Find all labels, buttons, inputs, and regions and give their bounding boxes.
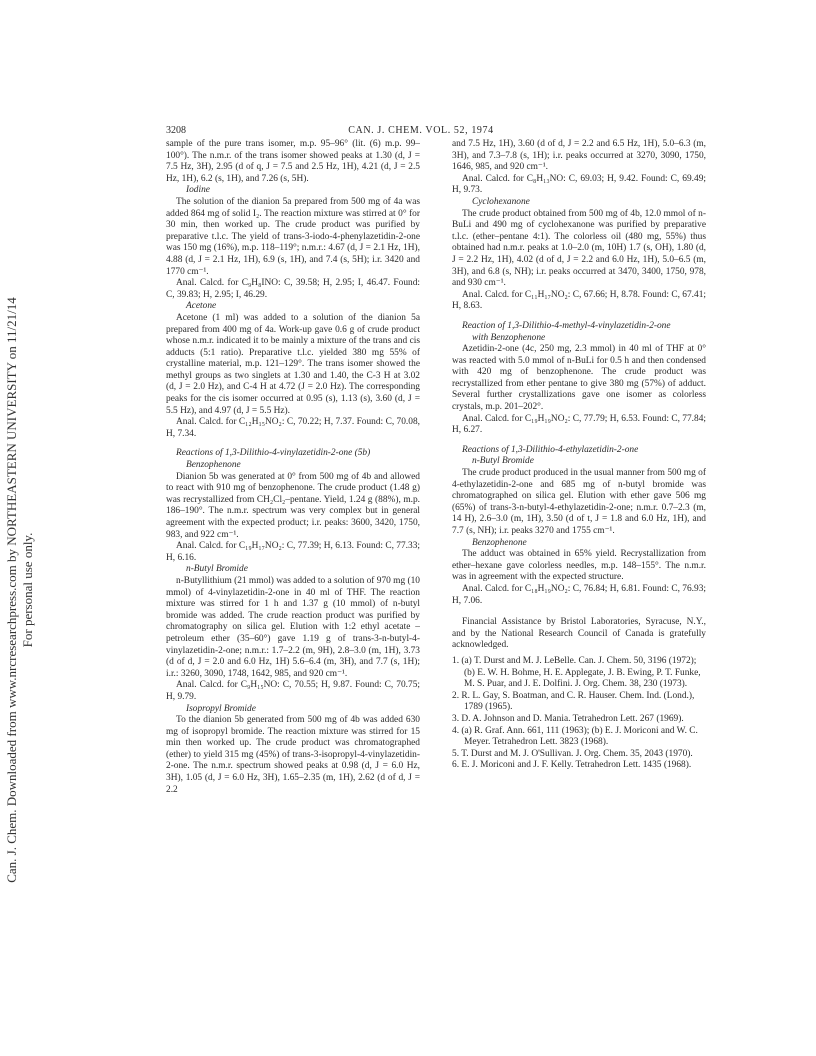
- acknowledgement: Financial Assistance by Bristol Laboratories, Syracuse, N.Y., and by the National Research Council of Canada is gratefully acknowledged.: [452, 617, 706, 651]
- subsection-heading: n-Butyl Bromide: [472, 456, 534, 467]
- paragraph: To the dianion 5b generated from 500 mg of 4b was added 630 mg of isopropyl bromide. The reaction mixture was stirred for 15 min then worked up. The crude product was chromatographed (ether) to yield 315 mg (45%) of trans-3-isopropyl-4-vinylazetidin-2-one. The n.m.r. spectrum showed peaks at 0.98 (d, J = 6.0 Hz, 3H), 1.05 (d, J = 6.0 Hz, 3H), 1.65–2.35 (m, 1H), 2.62 (d of d, J = 2.2: [166, 715, 420, 795]
- reference-item: 4. (a) R. Graf. Ann. 661, 111 (1963); (b) E. J. Moriconi and W. C. Meyer. Tetrahedron Lett. 3823 (1968).: [452, 725, 698, 748]
- reference-item: 2. R. L. Gay, S. Boatman, and C. R. Hauser. Chem. Ind. (Lond.), 1789 (1965).: [452, 690, 695, 713]
- section-heading: Reactions of 1,3-Dilithio-4-vinylazetidin-2-one (5b): [176, 448, 371, 459]
- paragraph: sample of the pure trans isomer, m.p. 95–96° (lit. (6) m.p. 99–100°). The n.m.r. of the trans isomer showed peaks at 1.30 (d, J = 7.5 Hz, 3H), 2.95 (d of q, J = 7.5 and 2.5 Hz, 1H), 4.21 (d, J = 2.5 Hz, 1H), 6.2 (s, 1H), and 7.26 (s, 5H).: [166, 139, 420, 184]
- subsection-heading: Benzophenone: [472, 537, 527, 548]
- paragraph: Acetone (1 ml) was added to a solution of the dianion 5a prepared from 400 mg of 4a. Work-up gave 0.6 g of crude product whose n.m.r. indicated it to be mainly a mixture of the trans and cis adducts (5:1 ratio). Preparative t.l.c. yielded 380 mg 55% of crystalline material, m.p. 121–129°. The trans isomer showed the methyl groups as two singlets at 1.30 and 1.40, the C-3 H at 3.02 (d, J = 2.0 Hz), and C-4 H at 4.72 (J = 2.0 Hz). The corresponding peaks for the cis isomer occurred at 0.95 (s), 1.13 (s), 3.60 (d, J = 5.5 Hz), and 4.97 (d, J = 5.5 Hz).: [166, 312, 420, 416]
- subsection-heading: Acetone: [186, 301, 217, 312]
- paragraph: Dianion 5b was generated at 0° from 500 mg of 4b and allowed to react with 910 mg of benzophenone. The crude product (1.48 g) was recrystallized from CH₂Cl₂–pentane. Yield, 1.24 g (88%), m.p. 186–190°. The n.m.r. spectrum was very complex but in general agreement with the expected product; i.r. peaks: 3600, 3420, 1750, 983, and 922 cm⁻¹.: [166, 471, 420, 540]
- subsection-heading: Isopropyl Bromide: [186, 703, 256, 714]
- section-heading-continued: with Benzophenone: [472, 332, 546, 343]
- page-number: 3208: [166, 125, 186, 136]
- paragraph: The solution of the dianion 5a prepared from 500 mg of 4a was added 864 mg of solid I₂. The reaction mixture was stirred at 0° for 30 min, then worked up. The crude product was purified by preparative t.l.c. The yield of trans-3-iodo-4-phenylazetidin-2-one was 150 mg (16%), m.p. 118–119°; n.m.r.: 4.67 (d, J = 2.1 Hz, 1H), 4.88 (d, J = 2.1 Hz, 1H), 6.9 (s, 1H), and 7.4 (s, 5H); i.r. 3420 and 1770 cm⁻¹.: [166, 196, 420, 277]
- paragraph: Anal. Calcd. for C₁₈H₁₉NO₂: C, 76.84; H, 6.81. Found: C, 76.93; H, 7.06.: [452, 583, 706, 606]
- reference-item: 3. D. A. Johnson and D. Mania. Tetrahedron Lett. 267 (1969).: [452, 713, 684, 724]
- section-heading: Reactions of 1,3-Dilithio-4-ethylazetidin-2-one: [462, 444, 639, 455]
- paragraph: Anal. Calcd. for C₉H₈INO: C, 39.58; H, 2.95; I, 46.47. Found: C, 39.83; H, 2.95; I, 46.29.: [166, 278, 420, 300]
- section-gap: [452, 607, 706, 617]
- journal-title: CAN. J. CHEM. VOL. 52, 1974: [348, 125, 494, 136]
- download-notice-line-1: Can. J. Chem. Downloaded from www.nrcresearchpress.com by NORTHEASTERN UNIVERSITY on 11/21/14: [4, 297, 19, 883]
- paragraph: The crude product produced in the usual manner from 500 mg of 4-ethylazetidin-2-one and 685 mg of n-butyl bromide was chromatographed on silica gel. Elution with ether gave 506 mg (65%) of trans-3-n-butyl-4-ethylazetidin-2-one; n.m.r. 0.7–2.3 (m, 14 H), 2.6–3.0 (m, 1H), 3.50 (d of t, J = 1.8 and 6.0 Hz, 1H), and 7.7 (s, NH); i.r. peaks 3270 and 1755 cm⁻¹.: [452, 468, 706, 536]
- paragraph: The crude product obtained from 500 mg of 4b, 12.0 mmol of n-BuLi and 490 mg of cyclohexanone was purified by preparative t.l.c. (ether–pentane 4:1). The colorless oil (480 mg, 55%) thus obtained had n.m.r. peaks at 1.0–2.0 (m, 10H) 1.7 (s, OH), 1.80 (d, J = 2.2 Hz, 1H), 4.02 (d of d, J = 2.2 and 6.0 Hz, 1H), 5.0–6.5 (m, 3H), and 6.8 (s, NH); i.r. peaks occurred at 3470, 3400, 1750, 978, and 930 cm⁻¹.: [452, 208, 706, 289]
- reference-item: 6. E. J. Moriconi and J. F. Kelly. Tetrahedron Lett. 1435 (1968).: [452, 760, 692, 771]
- paragraph: and 7.5 Hz, 1H), 3.60 (d of d, J = 2.2 and 6.5 Hz, 1H), 5.0–6.3 (m, 3H), and 7.3–7.8 (s, 1H); i.r. peaks occurred at 3270, 3090, 1750, 1646, 985, and 920 cm⁻¹.: [452, 139, 706, 173]
- reference-item: 5. T. Durst and M. J. O'Sullivan. J. Org. Chem. 35, 2043 (1970).: [452, 748, 693, 759]
- subsection-heading: Benzophenone: [186, 460, 241, 471]
- download-notice-line-2: For personal use only.: [20, 532, 35, 648]
- right-column: [452, 139, 706, 772]
- subsection-heading: n-Butyl Bromide: [186, 564, 248, 575]
- paragraph: Anal. Calcd. for C₁₉H₁₉NO₂: C, 77.79; H, 6.53. Found: C, 77.84; H, 6.27.: [452, 413, 706, 436]
- paragraph: Anal. Calcd. for C₁₁H₁₇NO₂: C, 67.66; H, 8.78. Found: C, 67.41; H, 8.63.: [452, 289, 706, 312]
- reference-list: [452, 656, 706, 772]
- running-header: [166, 124, 676, 138]
- left-column: [166, 139, 420, 796]
- download-notice: [4, 180, 44, 1000]
- subsection-heading: Iodine: [186, 185, 210, 196]
- paragraph: n-Butyllithium (21 mmol) was added to a solution of 970 mg (10 mmol) of 4-vinylazetidin-2-one in 40 ml of THF. The reaction mixture was stirred for 1 h and 1.37 g (10 mmol) of n-butyl bromide was added. The crude reaction product was purified by chromatography on silica gel. Elution with 1:2 ethyl acetate – petroleum ether (35–60°) gave 1.19 g of trans-3-n-butyl-4-vinylazetidin-2-one; n.m.r.: 1.7–2.2 (m, 9H), 2.8–3.0 (m, 1H), 3.73 (d of d, J = 2.0 and 6.0 Hz, 1H) 5.6–6.4 (m, 3H), and 7.7 (s, 1H); i.r.: 3260, 3090, 1748, 1642, 985, and 920 cm⁻¹.: [166, 575, 420, 679]
- paragraph: Anal. Calcd. for C₉H₁₅NO: C, 70.55; H, 9.87. Found: C, 70.75; H, 9.79.: [166, 680, 420, 702]
- reference-item: 1. (a) T. Durst and M. J. LeBelle. Can. J. Chem. 50, 3196 (1972); (b) E. W. H. Bohme, H. E. Applegate, J. B. Ewing, P. T. Funke, M. S. Puar, and J. E. Dolfini. J. Org. Chem. 38, 230 (1973).: [452, 655, 701, 690]
- right-column-body: [452, 139, 706, 607]
- paragraph: Azetidin-2-one (4c, 250 mg, 2.3 mmol) in 40 ml of THF at 0° was reacted with 5.0 mmol of n-BuLi for 0.5 h and then condensed with 420 mg of benzophenone. The crude product was recrystallized from ether pentane to give 380 mg (57%) of adduct. Several further crystallizations gave one isomer as colorless crystals, m.p. 201–202°.: [452, 344, 706, 413]
- paragraph: Anal. Calcd. for C₁₉H₁₇NO₂: C, 77.39; H, 6.13. Found: C, 77.33; H, 6.16.: [166, 541, 420, 563]
- subsection-heading: Cyclohexanone: [472, 196, 530, 207]
- paragraph: The adduct was obtained in 65% yield. Recrystallization from ether–hexane gave colorless needles, m.p. 148–155°. The n.m.r. was in agreement with the expected structure.: [452, 549, 706, 583]
- paragraph: Anal. Calcd. for C₈H₁₃NO: C, 69.03; H, 9.42. Found: C, 69.49; H, 9.73.: [452, 173, 706, 196]
- paragraph: Anal. Calcd. for C₁₂H₁₅NO₂: C, 70.22; H, 7.37. Found: C, 70.08, H, 7.34.: [166, 417, 420, 439]
- section-heading: Reaction of 1,3-Dilithio-4-methyl-4-vinylazetidin-2-one: [462, 320, 671, 331]
